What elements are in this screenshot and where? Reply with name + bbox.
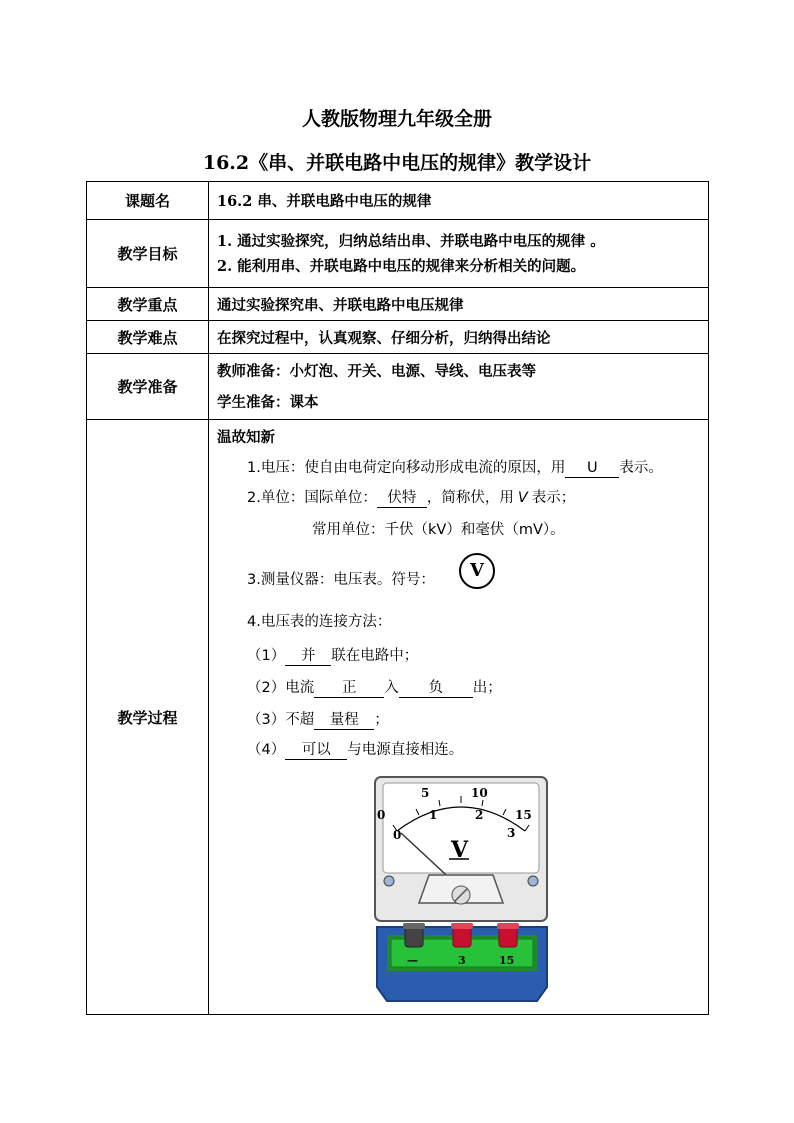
row-process bbox=[87, 420, 709, 1015]
process-line-7 bbox=[247, 676, 502, 698]
process-line-9 bbox=[247, 738, 463, 760]
process-line-5: 4.电压表的连接方法： bbox=[247, 614, 392, 630]
inner-tick-0: 0 bbox=[393, 828, 402, 842]
row-goals bbox=[87, 220, 709, 288]
difficulty-label: 教学难点 bbox=[87, 321, 209, 354]
process-heading: 温故知新 bbox=[217, 429, 275, 446]
terminal-3 bbox=[451, 923, 473, 947]
goal-1: 1. 通过实验探究，归纳总结出串、并联电路中电压的规律 。 bbox=[217, 232, 605, 250]
l2-mid: ，简称伏，用 bbox=[426, 490, 514, 506]
l7-mid: 入 bbox=[384, 680, 399, 696]
l8-post: ； bbox=[374, 712, 389, 728]
goals-cell bbox=[209, 220, 709, 288]
l9-post: 与电源直接相连。 bbox=[347, 742, 464, 758]
l1-blank: U bbox=[565, 460, 619, 478]
process-line-6 bbox=[247, 644, 418, 666]
l8-pre: （3）不超 bbox=[247, 712, 315, 728]
outer-tick-10: 10 bbox=[471, 786, 488, 800]
l2-blank: 伏特 bbox=[377, 490, 427, 508]
terminal-negative bbox=[403, 923, 425, 947]
outer-tick-5: 5 bbox=[421, 786, 430, 800]
process-line-2 bbox=[247, 486, 575, 508]
process-line-8 bbox=[247, 708, 389, 730]
l9-blank: 可以 bbox=[285, 742, 347, 760]
goal-2: 2. 能利用串、并联电路中电压的规律来分析相关的问题。 bbox=[217, 257, 586, 275]
row-prep bbox=[87, 354, 709, 420]
prep-cell bbox=[209, 354, 709, 420]
l1-post: 表示。 bbox=[619, 460, 663, 476]
goals-label: 教学目标 bbox=[87, 220, 209, 288]
row-key bbox=[87, 288, 709, 321]
key-value: 通过实验探究串、并联电路中电压规律 bbox=[209, 288, 709, 321]
row-topic bbox=[87, 182, 709, 220]
voltmeter-illustration bbox=[367, 775, 557, 1005]
process-cell bbox=[209, 420, 709, 1015]
lesson-plan-table bbox=[86, 181, 709, 1015]
l2-text: 2.单位：国际单位： bbox=[247, 490, 377, 506]
l4-text: 3.测量仪器：电压表。符号： bbox=[247, 572, 435, 588]
inner-tick-2: 2 bbox=[475, 808, 484, 822]
inner-tick-3: 3 bbox=[507, 826, 516, 840]
terminal-label-15: 15 bbox=[499, 954, 515, 967]
left-screw bbox=[384, 876, 394, 886]
l7-blank-1: 正 bbox=[314, 680, 384, 698]
row-difficulty bbox=[87, 321, 709, 354]
voltmeter-symbol-icon: V bbox=[459, 553, 495, 589]
process-line-4 bbox=[247, 568, 435, 589]
voltmeter-symbol bbox=[459, 553, 495, 589]
difficulty-value: 在探究过程中，认真观察、仔细分析，归纳得出结论 bbox=[209, 321, 709, 354]
terminal-label-3: 3 bbox=[458, 954, 466, 967]
l2-symbol: V bbox=[517, 490, 528, 506]
lesson-title: 16.2《串、并联电路中电压的规律》教学设计 bbox=[202, 152, 592, 174]
topic-value: 16.2 串、并联电路中电压的规律 bbox=[209, 182, 709, 220]
outer-tick-15: 15 bbox=[515, 808, 532, 822]
process-line-1 bbox=[247, 456, 663, 478]
face-letter: V bbox=[451, 837, 469, 863]
l9-pre: （4） bbox=[247, 742, 286, 758]
l6-pre: （1） bbox=[247, 648, 286, 664]
l2-post: 表示； bbox=[531, 490, 576, 506]
l7-blank-2: 负 bbox=[399, 680, 473, 698]
process-line-3: 常用单位：千伏（kV）和毫伏（mV）。 bbox=[312, 522, 565, 538]
key-label: 教学重点 bbox=[87, 288, 209, 321]
topic-label: 课题名 bbox=[87, 182, 209, 220]
l7-post: 出； bbox=[472, 680, 502, 696]
l6-post: 联在电路中； bbox=[331, 648, 419, 664]
terminal-label-negative: — bbox=[407, 954, 418, 967]
l7-pre: （2）电流 bbox=[247, 680, 315, 696]
l6-blank: 并 bbox=[285, 648, 331, 666]
right-screw bbox=[528, 876, 538, 886]
prep-label: 教学准备 bbox=[87, 354, 209, 420]
inner-tick-1: 1 bbox=[429, 808, 438, 822]
prep-student: 学生准备：课本 bbox=[217, 393, 319, 411]
l1-text: 1.电压：使自由电荷定向移动形成电流的原因，用 bbox=[247, 460, 566, 476]
prep-teacher: 教师准备：小灯泡、开关、电源、导线、电压表等 bbox=[217, 362, 536, 380]
document-title: 人教版物理九年级全册 bbox=[301, 108, 492, 130]
process-label: 教学过程 bbox=[87, 420, 209, 1015]
terminal-15 bbox=[497, 923, 519, 947]
l8-blank: 量程 bbox=[314, 712, 374, 730]
outer-tick-0: 0 bbox=[377, 808, 386, 822]
